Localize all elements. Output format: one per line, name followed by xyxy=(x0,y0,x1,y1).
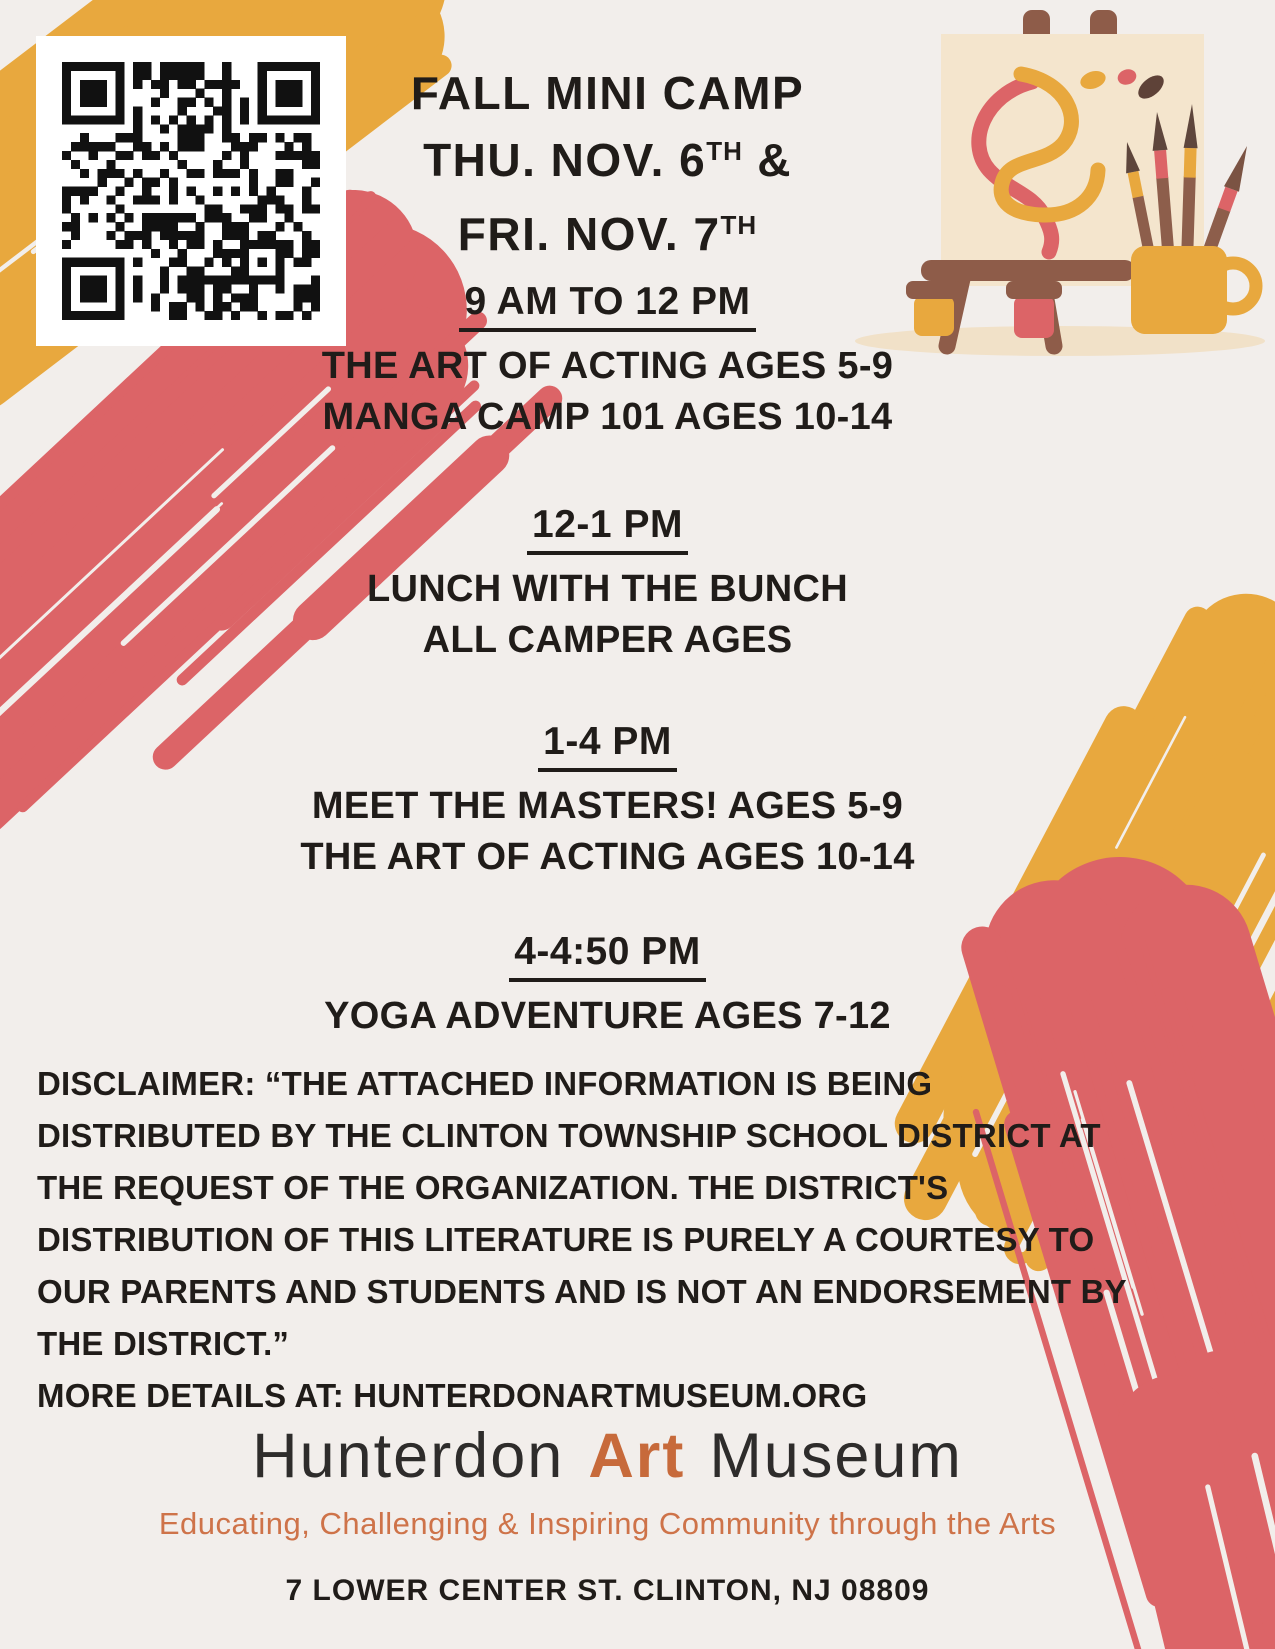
more-details-text: MORE DETAILS AT: HUNTERDONARTMUSEUM.ORG xyxy=(37,1377,868,1414)
disclaimer-line: THE REQUEST OF THE ORGANIZATION. THE DISTRICT'S xyxy=(37,1169,949,1206)
logo-word-art: Art xyxy=(588,1421,686,1491)
session-time: 4-4:50 PM xyxy=(0,930,1215,982)
ordinal-superscript: TH xyxy=(706,136,743,166)
disclaimer-text xyxy=(37,1058,1237,1422)
session-time: 1-4 PM xyxy=(0,720,1215,772)
session-time: 9 AM TO 12 PM xyxy=(0,280,1215,332)
title-line-3: FRI. NOV. 7TH xyxy=(457,208,758,260)
session-activity: YOGA ADVENTURE AGES 7-12 xyxy=(324,995,891,1037)
disclaimer-line: DISTRIBUTION OF THIS LITERATURE IS PURELY A COURTESY TO xyxy=(37,1221,1095,1258)
disclaimer-line: OUR PARENTS AND STUDENTS AND IS NOT AN ENDORSEMENT BY xyxy=(37,1273,1127,1310)
session-activity: ALL CAMPER AGES xyxy=(422,619,793,661)
session-activity: MEET THE MASTERS! AGES 5-9 xyxy=(311,785,904,827)
session-yoga xyxy=(0,930,1215,1042)
hunterdon-art-museum-logo xyxy=(0,1420,1215,1492)
session-activity: THE ART OF ACTING AGES 10-14 xyxy=(300,836,915,878)
logo-word-hunterdon: Hunterdon xyxy=(252,1421,565,1491)
museum-address: 7 LOWER CENTER ST. CLINTON, NJ 08809 xyxy=(285,1574,930,1607)
session-activity: LUNCH WITH THE BUNCH xyxy=(367,568,848,610)
session-activity: MANGA CAMP 101 AGES 10-14 xyxy=(322,396,893,438)
session-afternoon xyxy=(0,720,1215,883)
session-lunch xyxy=(0,503,1215,666)
session-activity: THE ART OF ACTING AGES 5-9 xyxy=(321,345,894,387)
museum-tagline: Educating, Challenging & Inspiring Community through the Arts xyxy=(158,1506,1057,1541)
ordinal-superscript: TH xyxy=(720,210,758,240)
disclaimer-line: DISTRIBUTED BY THE CLINTON TOWNSHIP SCHOOL DISTRICT AT xyxy=(37,1117,1101,1154)
session-time: 12-1 PM xyxy=(0,503,1215,555)
title-line-1: FALL MINI CAMP xyxy=(410,67,805,119)
disclaimer-line: DISCLAIMER: “THE ATTACHED INFORMATION IS BEING xyxy=(37,1065,933,1102)
title-line-2: THU. NOV. 6TH & xyxy=(423,134,792,186)
logo-word-museum: Museum xyxy=(709,1421,963,1491)
disclaimer-line: THE DISTRICT.” xyxy=(37,1325,290,1362)
flyer-title xyxy=(0,60,1215,275)
session-morning xyxy=(0,280,1215,443)
